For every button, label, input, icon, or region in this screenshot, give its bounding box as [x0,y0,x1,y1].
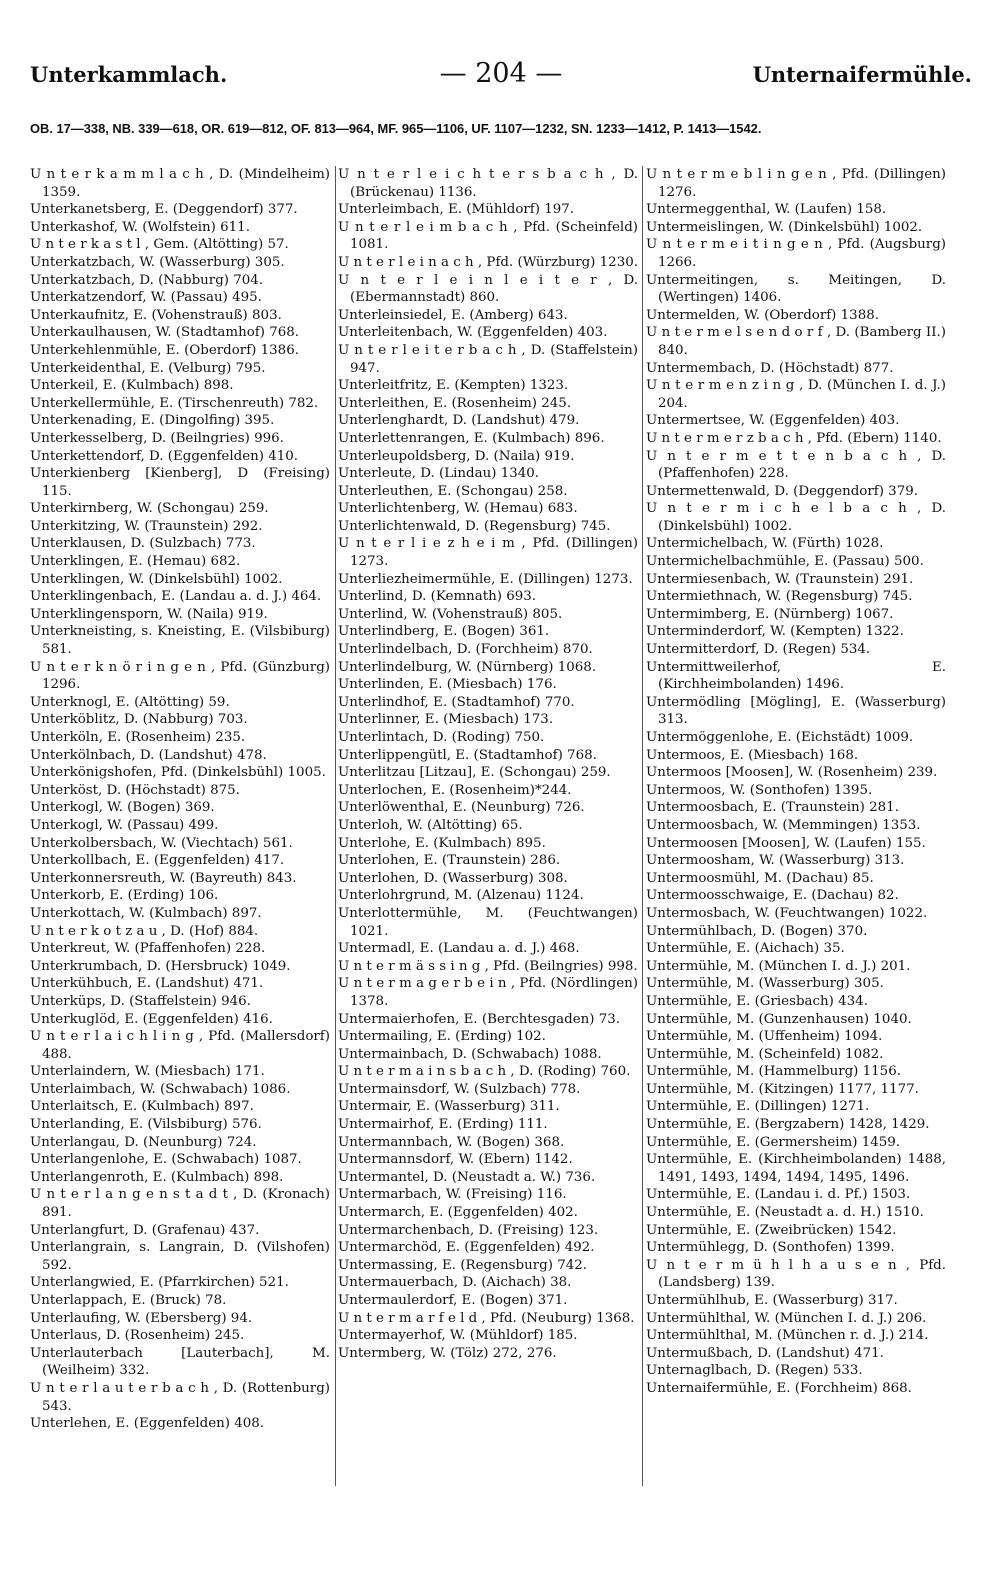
gazetteer-entry: Untermainbach, D. (Schwabach) 1088. [338,1046,602,1062]
gazetteer-entry: Unterlangenlohe, E. (Schwabach) 1087. [30,1152,302,1168]
gazetteer-entry: Untermimberg, E. (Nürnberg) 1067. [646,606,894,622]
gazetteer-entry: Untermairhof, E. (Erding) 111. [338,1117,548,1133]
column-2 [338,166,638,1486]
gazetteer-entry: Untermußbach, D. (Landshut) 471. [646,1345,884,1361]
gazetteer-entry: U n t e r k n ö r i n g e n , Pfd. (Günzburg) 1296. [30,659,330,693]
gazetteer-entry: Unterkuglöd, E. (Eggenfelden) 416. [30,1011,273,1027]
gazetteer-entry: Unterkaufnitz, E. (Vohenstrauß) 803. [30,307,282,323]
gazetteer-entry: Unterkollbach, E. (Eggenfelden) 417. [30,853,285,869]
gazetteer-entry: U n t e r m e t t e n b a c h , D. (Pfaffenhofen) 228. [646,448,946,482]
gazetteer-entry: U n t e r k a s t l , Gem. (Altötting) 57. [30,237,289,253]
gazetteer-entry: Unternaglbach, D. (Regen) 533. [646,1363,863,1379]
gazetteer-entry: Untermühle, E. (Kirchheimbolanden) 1488, 1491, 1493, 1494, 1494, 1495, 1496. [646,1152,946,1185]
gazetteer-entry: Untermeitingen, s. Meitingen, D. (Wertingen) 1406. [646,272,946,306]
gazetteer-entry: Untermiesenbach, W. (Traunstein) 291. [646,571,914,587]
gazetteer-entry: Untermühle, M. (Kitzingen) 1177, 1177. [646,1081,919,1097]
gazetteer-entry: Untermühle, M. (Wasserburg) 305. [646,976,884,992]
gazetteer-entry: Untermödling [Mögling], E. (Wasserburg) 313. [646,694,946,728]
gazetteer-entry: Unterlippengütl, E. (Stadtamhof) 768. [338,747,597,763]
gazetteer-entry: Unterlohen, D. (Wasserburg) 308. [338,870,568,886]
gazetteer-entry: Untermöggenlohe, E. (Eichstädt) 1009. [646,730,914,745]
gazetteer-entry: Untermettenwald, D. (Deggendorf) 379. [646,483,918,499]
gazetteer-entry: Unterlangau, D. (Neunburg) 724. [30,1134,257,1150]
gazetteer-entry: Unterkogl, W. (Passau) 499. [30,817,219,833]
gazetteer-entry: Untermühlthal, W. (München I. d. J.) 206. [646,1310,927,1326]
gazetteer-entry: Unterkreut, W. (Pfaffenhofen) 228. [30,941,266,957]
gazetteer-entry: Untermauerbach, D. (Aichach) 38. [338,1275,572,1291]
gazetteer-entry: Untermoosbach, E. (Traunstein) 281. [646,800,899,816]
gazetteer-entry: U n t e r m a g e r b e i n , Pfd. (Nördlingen) 1378. [338,976,638,1009]
gazetteer-entry: Untermaulerdorf, E. (Bogen) 371. [338,1293,568,1308]
gazetteer-entry: U n t e r m e b l i n g e n , Pfd. (Dillingen) 1276. [646,167,946,200]
gazetteer-entry: Unterkönigshofen, Pfd. (Dinkelsbühl) 1005. [30,765,326,781]
gazetteer-entry: Unterlangenroth, E. (Kulmbach) 898. [30,1169,284,1185]
gazetteer-entry: Unterlichtenwald, D. (Regensburg) 745. [338,518,611,534]
gazetteer-entry: Untermiethnach, W. (Regensburg) 745. [646,589,913,605]
gazetteer-entry: Unterkeil, E. (Kulmbach) 898. [30,378,234,394]
gazetteer-entry: U n t e r m i c h e l b a c h , D. (Dinkelsbühl) 1002. [646,501,946,534]
gazetteer-entry: Unterklingen, W. (Dinkelsbühl) 1002. [30,571,283,587]
gazetteer-entry: Unterklingensporn, W. (Naila) 919. [30,606,268,622]
gazetteer-entry: Unterkitzing, W. (Traunstein) 292. [30,518,263,534]
gazetteer-entry: Unterleithen, E. (Rosenheim) 245. [338,395,572,411]
gazetteer-entry: Untermelden, W. (Oberdorf) 1388. [646,307,879,323]
gazetteer-entry: Unterknogl, E. (Altötting) 59. [30,694,230,710]
gazetteer-entry: Unternaifermühle, E. (Forchheim) 868. [646,1380,912,1396]
gazetteer-entry: Untermühlbach, D. (Bogen) 370. [646,923,868,939]
gazetteer-entry: Unterlettenrangen, E. (Kulmbach) 896. [338,430,605,446]
gazetteer-entry: Untermoos [Moosen], W. (Rosenheim) 239. [646,765,938,781]
gazetteer-entry: Untermair, E. (Wasserburg) 311. [338,1099,560,1115]
gazetteer-entry: Untermannsdorf, W. (Ebern) 1142. [338,1152,573,1168]
column-divider [642,166,643,1486]
gazetteer-entry: Unterliezheimermühle, E. (Dillingen) 1273. [338,571,633,587]
gazetteer-entry: U n t e r m e l s e n d o r f , D. (Bamberg II.) 840. [646,325,946,358]
gazetteer-entry: Unterkottach, W. (Kulmbach) 897. [30,905,262,921]
gazetteer-entry: Unterleupoldsberg, D. (Naila) 919. [338,448,575,464]
gazetteer-entry: Unterkatzbach, D. (Nabburg) 704. [30,272,264,288]
page-number: — 204 — [439,58,563,89]
gazetteer-entry: Unterlöwenthal, E. (Neunburg) 726. [338,800,585,816]
gazetteer-entry: Untermantel, D. (Neustadt a. W.) 736. [338,1169,596,1185]
gazetteer-entry: Unterloh, W. (Altötting) 65. [338,817,523,833]
running-head-right: Unternaifermühle. [752,62,972,87]
gazetteer-entry: Untermühle, M. (Uffenheim) 1094. [646,1029,883,1045]
gazetteer-entry: Untermühle, M. (München I. d. J.) 201. [646,958,911,974]
gazetteer-entry: Unterlind, W. (Vohenstrauß) 805. [338,606,563,622]
gazetteer-entry: Unterleute, D. (Lindau) 1340. [338,466,540,482]
gazetteer-entry: U n t e r l a n g e n s t a d t , D. (Kronach) 891. [30,1187,330,1221]
gazetteer-entry: Unterleuthen, E. (Schongau) 258. [338,483,568,499]
gazetteer-entry: Unterlauterbach [Lauterbach], M. (Weilheim) 332. [30,1345,330,1379]
gazetteer-entry: Untermoosen [Moosen], W. (Laufen) 155. [646,835,926,851]
gazetteer-entry: Untermarchöd, E. (Eggenfelden) 492. [338,1240,595,1256]
gazetteer-entry: Untermühle, E. (Dillingen) 1271. [646,1099,870,1115]
gazetteer-columns [22,166,972,1496]
gazetteer-entry: Unterlochen, E. (Rosenheim)*244. [338,782,572,798]
column-3 [646,166,946,1486]
gazetteer-entry: Unterlaimbach, W. (Schwabach) 1086. [30,1081,291,1097]
gazetteer-entry: Unterlaindern, W. (Miesbach) 171. [30,1064,265,1080]
gazetteer-entry: Unterlohe, E. (Kulmbach) 895. [338,835,546,851]
gazetteer-entry: Unterkogl, W. (Bogen) 369. [30,800,215,816]
gazetteer-entry: Unterlitzau [Litzau], E. (Schongau) 259. [338,765,611,781]
gazetteer-entry: Untermoos, W. (Sonthofen) 1395. [646,782,873,798]
gazetteer-entry: Unterkonnersreuth, W. (Bayreuth) 843. [30,870,297,886]
gazetteer-entry: Untermoosschwaige, E. (Dachau) 82. [646,888,899,904]
gazetteer-entry: Untermühle, M. (Hammelburg) 1156. [646,1064,901,1080]
gazetteer-entry: Untermühlhub, E. (Wasserburg) 317. [646,1293,898,1308]
gazetteer-entry: Unterlindhof, E. (Stadtamhof) 770. [338,694,575,710]
gazetteer-entry: Unterkrumbach, D. (Hersbruck) 1049. [30,958,291,974]
gazetteer-entry: Untermannbach, W. (Bogen) 368. [338,1134,565,1150]
gazetteer-entry: Unterkeidenthal, E. (Velburg) 795. [30,360,266,376]
gazetteer-entry: Unterkashof, W. (Wolfstein) 611. [30,219,250,235]
gazetteer-entry: Untermitterdorf, D. (Regen) 534. [646,642,871,658]
gazetteer-entry: Untermichelbach, W. (Fürth) 1028. [646,536,884,552]
gazetteer-entry: Untermühle, E. (Bergzabern) 1428, 1429. [646,1117,930,1133]
gazetteer-entry: Unterlaus, D. (Rosenheim) 245. [30,1328,245,1344]
gazetteer-entry: Unterkneisting, s. Kneisting, E. (Vilsbiburg) 581. [30,624,330,658]
gazetteer-entry: Unterkirnberg, W. (Schongau) 259. [30,501,269,517]
gazetteer-entry: Unterlaufing, W. (Ebersberg) 94. [30,1310,253,1326]
gazetteer-entry: Unterkellermühle, E. (Tirschenreuth) 782. [30,395,319,411]
gazetteer-entry: Untermertsee, W. (Eggenfelden) 403. [646,413,900,429]
gazetteer-entry: Untermühle, E. (Griesbach) 434. [646,993,868,1009]
gazetteer-entry: Unterleimbach, E. (Mühldorf) 197. [338,202,575,218]
gazetteer-entry: Unterköst, D. (Höchstadt) 875. [30,782,240,798]
gazetteer-entry: Unterköblitz, D. (Nabburg) 703. [30,712,248,728]
gazetteer-entry: Untermühle, E. (Landau i. d. Pf.) 1503. [646,1187,911,1203]
gazetteer-entry: Unterköln, E. (Rosenheim) 235. [30,730,246,745]
gazetteer-entry: U n t e r l e i m b a c h , Pfd. (Scheinfeld) 1081. [338,219,638,253]
gazetteer-entry: Unterlichtenberg, W. (Hemau) 683. [338,501,578,517]
gazetteer-entry: Untermühlegg, D. (Sonthofen) 1399. [646,1240,895,1256]
gazetteer-entry: Untermaierhofen, E. (Berchtesgaden) 73. [338,1011,621,1027]
gazetteer-entry: Untermberg, W. (Tölz) 272, 276. [338,1345,557,1361]
gazetteer-entry: Unterkaulhausen, W. (Stadtamhof) 768. [30,325,300,341]
gazetteer-entry: Unterküps, D. (Staffelstein) 946. [30,993,251,1009]
gazetteer-entry: Unterlangrain, s. Langrain, D. (Vilshofen) 592. [30,1240,330,1273]
gazetteer-entry: Unterlanding, E. (Vilsbiburg) 576. [30,1117,262,1133]
gazetteer-entry: Unterlohrgrund, M. (Alzenau) 1124. [338,888,584,904]
gazetteer-entry: Unterkanetsberg, E. (Deggendorf) 377. [30,202,298,218]
gazetteer-entry: U n t e r k o t z a u , D. (Hof) 884. [30,923,259,939]
gazetteer-entry: Unterklingenbach, E. (Landau a. d. J.) 464. [30,589,322,605]
gazetteer-entry: Untermühle, E. (Germersheim) 1459. [646,1134,901,1150]
gazetteer-entry: Unterlangfurt, D. (Grafenau) 437. [30,1222,260,1238]
gazetteer-entry: Unterkölnbach, D. (Landshut) 478. [30,747,267,763]
gazetteer-entry: U n t e r k a m m l a c h , D. (Mindelheim) 1359. [30,167,330,200]
gazetteer-entry: Unterlohen, E. (Traunstein) 286. [338,853,561,869]
gazetteer-entry: Unterlindelburg, W. (Nürnberg) 1068. [338,659,597,675]
gazetteer-entry: Untermadl, E. (Landau a. d. J.) 468. [338,941,580,957]
gazetteer-entry: Untermühle, E. (Aichach) 35. [646,941,845,957]
gazetteer-entry: U n t e r l e i c h t e r s b a c h , D. (Brückenau) 1136. [338,167,638,200]
gazetteer-entry: Unterlindelbach, D. (Forchheim) 870. [338,642,593,658]
gazetteer-entry: Unterlappach, E. (Bruck) 78. [30,1293,227,1308]
gazetteer-entry: Untermittweilerhof, E. (Kirchheimbolanden) 1496. [646,659,946,693]
gazetteer-entry: Untermarchenbach, D. (Freising) 123. [338,1222,599,1238]
gazetteer-entry: U n t e r m a i n s b a c h , D. (Roding) 760. [338,1064,631,1080]
gazetteer-entry: Untermühle, E. (Zweibrücken) 1542. [646,1222,897,1238]
gazetteer-entry: Untermichelbachmühle, E. (Passau) 500. [646,554,924,570]
gazetteer-entry: Unterlinden, E. (Miesbach) 176. [338,677,557,693]
district-abbreviation-line: OB. 17—338, NB. 339—618, OR. 619—812, OF. 813—964, MF. 965—1106, UF. 1107—1232, SN. 1233—1412, P. 1413—1542. [30,121,762,136]
gazetteer-entry: Untermarbach, W. (Freising) 116. [338,1187,567,1203]
gazetteer-entry: U n t e r l e i t e r b a c h , D. (Staffelstein) 947. [338,342,638,376]
page-header [30,58,972,98]
gazetteer-entry: Unterlenghardt, D. (Landshut) 479. [338,413,580,429]
gazetteer-entry: Unterkienberg [Kienberg], D (Freising) 115. [30,466,330,499]
gazetteer-entry: Untermoosmühl, M. (Dachau) 85. [646,870,874,886]
gazetteer-entry: Unterklingen, E. (Hemau) 682. [30,554,241,570]
gazetteer-entry: Untermoosbach, W. (Memmingen) 1353. [646,817,921,833]
gazetteer-entry: Untermosbach, W. (Feuchtwangen) 1022. [646,905,928,921]
column-divider [335,166,336,1486]
gazetteer-entry: Untermühlthal, M. (München r. d. J.) 214. [646,1328,929,1344]
gazetteer-entry: Untermayerhof, W. (Mühldorf) 185. [338,1328,578,1344]
gazetteer-entry: Untermarch, E. (Eggenfelden) 402. [338,1205,578,1221]
gazetteer-entry: U n t e r m e n z i n g , D. (München I. d. J.) 204. [646,378,946,411]
gazetteer-entry: U n t e r l a i c h l i n g , Pfd. (Mallersdorf) 488. [30,1029,330,1062]
gazetteer-entry: Unterleinsiedel, E. (Amberg) 643. [338,307,568,323]
gazetteer-entry: U n t e r l e i n a c h , Pfd. (Würzburg) 1230. [338,254,638,270]
gazetteer-entry: U n t e r l e i n l e i t e r , D. (Ebermannstadt) 860. [338,272,638,306]
gazetteer-entry: Untermassing, E. (Regensburg) 742. [338,1257,588,1273]
gazetteer-entry: Unterlintach, D. (Roding) 750. [338,730,545,745]
gazetteer-entry: Unterkolbersbach, W. (Viechtach) 561. [30,835,293,851]
gazetteer-entry: Unterkorb, E. (Erding) 106. [30,888,219,904]
gazetteer-entry: Untermoos, E. (Miesbach) 168. [646,747,859,763]
gazetteer-entry: Unterlehen, E. (Eggenfelden) 408. [30,1416,265,1432]
gazetteer-entry: Untermühle, M. (Gunzenhausen) 1040. [646,1011,912,1027]
gazetteer-entry: Unterlottermühle, M. (Feuchtwangen) 1021. [338,905,638,939]
gazetteer-entry: U n t e r l i e z h e i m , Pfd. (Dillingen) 1273. [338,536,638,570]
gazetteer-entry: U n t e r m e r z b a c h , Pfd. (Ebern) 1140. [646,430,942,446]
gazetteer-entry: Unterkenading, E. (Dingolfing) 395. [30,413,275,429]
gazetteer-entry: Untermeggenthal, W. (Laufen) 158. [646,202,887,218]
gazetteer-entry: Unterkesselberg, D. (Beilngries) 996. [30,430,284,446]
gazetteer-entry: Unterkühbuch, E. (Landshut) 471. [30,976,264,992]
gazetteer-entry: U n t e r m a r f e l d , Pfd. (Neuburg) 1368. [338,1310,635,1326]
gazetteer-entry: U n t e r l a u t e r b a c h , D. (Rottenburg) 543. [30,1380,330,1414]
gazetteer-entry: U n t e r m ä s s i n g , Pfd. (Beilngries) 998. [338,958,638,974]
gazetteer-entry: Unterleitenbach, W. (Eggenfelden) 403. [338,325,608,341]
gazetteer-entry: Untermühle, M. (Scheinfeld) 1082. [646,1046,884,1062]
gazetteer-entry: U n t e r m e i t i n g e n , Pfd. (Augsburg) 1266. [646,237,946,270]
gazetteer-entry: Unterlaitsch, E. (Kulmbach) 897. [30,1099,254,1115]
gazetteer-entry: Untermoosham, W. (Wasserburg) 313. [646,853,905,869]
gazetteer-entry: Unterlindberg, E. (Bogen) 361. [338,624,550,640]
gazetteer-entry: Unterklausen, D. (Sulzbach) 773. [30,536,256,552]
gazetteer-entry: Unterlangwied, E. (Pfarrkirchen) 521. [30,1275,289,1291]
gazetteer-entry: Unterkehlenmühle, E. (Oberdorf) 1386. [30,342,299,358]
running-head-left: Unterkammlach. [30,62,228,87]
gazetteer-entry: Unterlind, D. (Kemnath) 693. [338,589,537,605]
gazetteer-entry: Untermeislingen, W. (Dinkelsbühl) 1002. [646,219,923,235]
gazetteer-entry: Unterleitfritz, E. (Kempten) 1323. [338,378,569,394]
gazetteer-entry: Unterlinner, E. (Miesbach) 173. [338,712,554,728]
gazetteer-entry: Untermühle, E. (Neustadt a. d. H.) 1510. [646,1205,924,1221]
gazetteer-entry: Untermainsdorf, W. (Sulzbach) 778. [338,1081,581,1097]
gazetteer-entry: Unterkatzendorf, W. (Passau) 495. [30,290,262,306]
gazetteer-entry: Unterminderdorf, W. (Kempten) 1322. [646,624,904,640]
gazetteer-entry: Untermembach, D. (Höchstadt) 877. [646,360,894,376]
gazetteer-entry: Untermailing, E. (Erding) 102. [338,1029,546,1045]
column-1 [30,166,330,1486]
gazetteer-entry: U n t e r m ü h l h a u s e n , Pfd. (Landsberg) 139. [646,1257,946,1291]
gazetteer-entry: Unterkatzbach, W. (Wasserburg) 305. [30,254,285,270]
gazetteer-entry: Unterkettendorf, D. (Eggenfelden) 410. [30,448,299,464]
